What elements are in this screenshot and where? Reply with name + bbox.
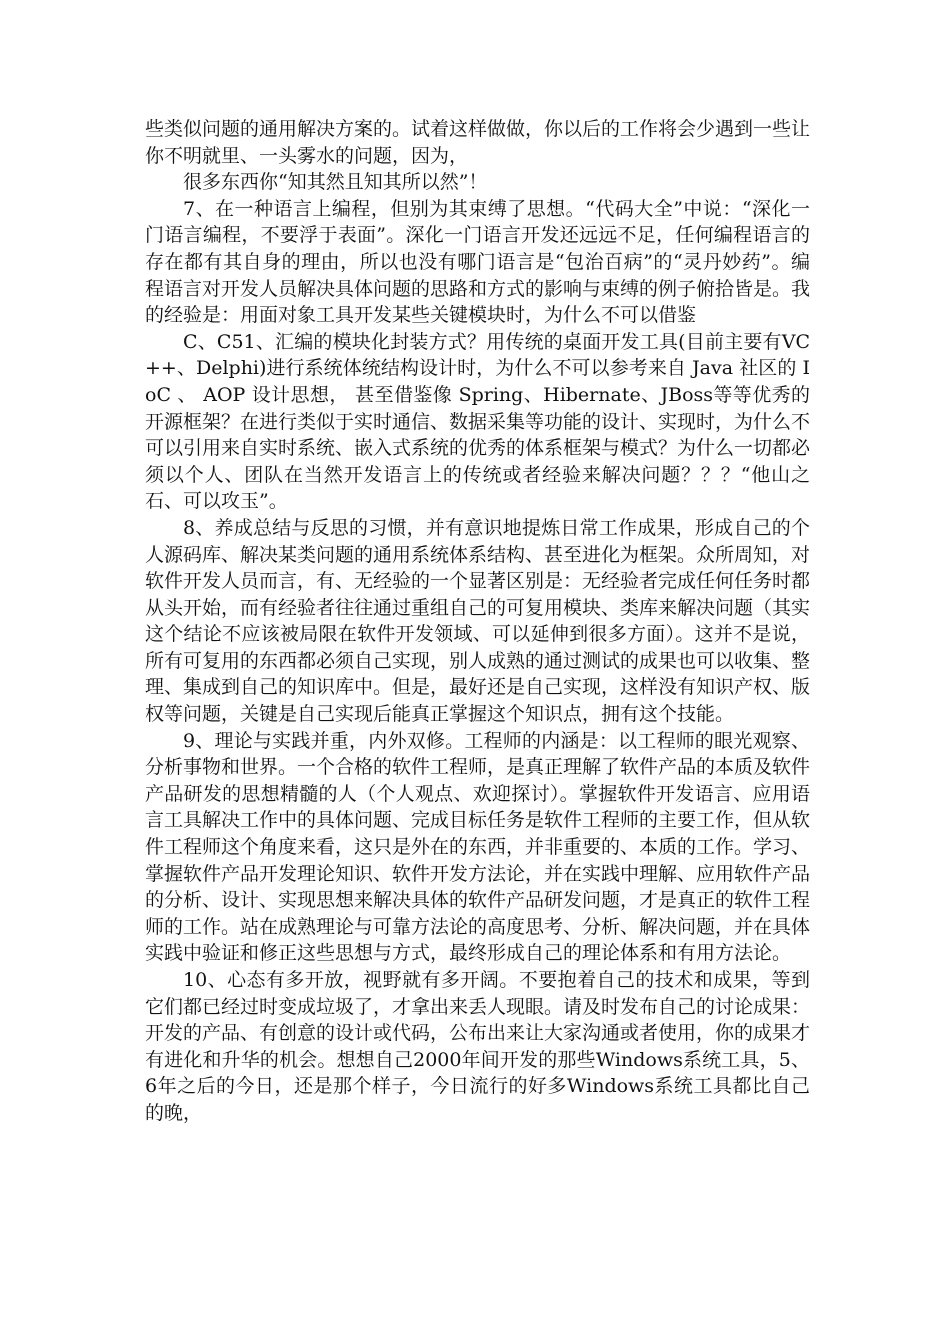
paragraph-point-10: 10、心态有多开放，视野就有多开阔。不要抱着自己的技术和成果，等到它们都已经过时变成垃圾了，才拿出来丢人现眼。请及时发布自己的讨论成果：开发的产品、有创意的设计或代码，公布出来让大家沟通或者使用，你的成果才有进化和升华的机会。想想自己2000年间开发的那些Windows系统工具，5、6年之后的今日，还是那个样子，今日流行的好多Windows系统工具都比自己的晚，: [145, 969, 811, 1124]
paragraph-continuation: 些类似问题的通用解决方案的。试着这样做做，你以后的工作将会少遇到一些让你不明就里、一头雾水的问题，因为，: [145, 118, 811, 167]
paragraph-point-9: 9、理论与实践并重，内外双修。工程师的内涵是：以工程师的眼光观察、分析事物和世界。一个合格的软件工程师，是真正理解了软件产品的本质及软件产品研发的思想精髓的人（个人观点、欢迎探讨）。掌握软件开发语言、应用语言工具解决工作中的具体问题、完成目标任务是软件工程师的主要工作，但从软件工程师这个角度来看，这只是外在的东西，并非重要的、本质的工作。学习、掌握软件产品开发理论知识、软件开发方法论，并在实践中理解、应用软件产品的分析、设计、实现思想来解决具体的软件产品研发问题，才是真正的软件工程师的工作。站在成熟理论与可靠方法论的高度思考、分析、解决问题，并在具体实践中验证和修正这些思想与方式，最终形成自己的理论体系和有用方法论。: [145, 729, 811, 965]
paragraph-point-8: 8、养成总结与反思的习惯，并有意识地提炼日常工作成果，形成自己的个人源码库、解决某类问题的通用系统体系结构、甚至进化为框架。众所周知，对软件开发人员而言，有、无经验的一个显著区别是：无经验者完成任何任务时都从头开始，而有经验者往往通过重组自己的可复用模块、类库来解决问题（其实这个结论不应该被局限在软件开发领域、可以延伸到很多方面）。这并不是说，所有可复用的东西都必须自己实现，别人成熟的通过测试的成果也可以收集、整理、集成到自己的知识库中。但是，最好还是自己实现，这样没有知识产权、版权等问题，关键是自己实现后能真正掌握这个知识点，拥有这个技能。: [145, 516, 811, 726]
paragraph-point-7: 7、在一种语言上编程，但别为其束缚了思想。“代码大全”中说：“深化一门语言编程，不要浮于表面”。深化一门语言开发还远远不足，任何编程语言的存在都有其自身的理由，所以也没有哪门语言是“包治百病”的“灵丹妙药”。编程语言对开发人员解决具体问题的思路和方式的影响与束缚的例子俯拾皆是。我的经验是：用面对象工具开发某些关键模块时，为什么不可以借鉴: [145, 197, 811, 327]
paragraph-point-7-continued: C、C51、汇编的模块化封装方式？用传统的桌面开发工具(目前主要有VC++、Delphi)进行系统体统结构设计时，为什么不可以参考来自 Java 社区的 IoC 、 AOP 设计思想， 甚至借鉴像 Spring、Hibernate、JBoss等等优秀的开源框架？在进行类似于实时通信、数据采集等功能的设计、实现时，为什么不可以引用来自实时系统、嵌入式系统的优秀的体系框架与模式？为什么一切都必须以个人、团队在当然开发语言上的传统或者经验来解决问题？？？“他山之石、可以攻玉”。: [145, 330, 811, 513]
paragraph-know-why: 很多东西你“知其然且知其所以然”！: [183, 171, 488, 194]
document-page: [145, 116, 810, 1127]
